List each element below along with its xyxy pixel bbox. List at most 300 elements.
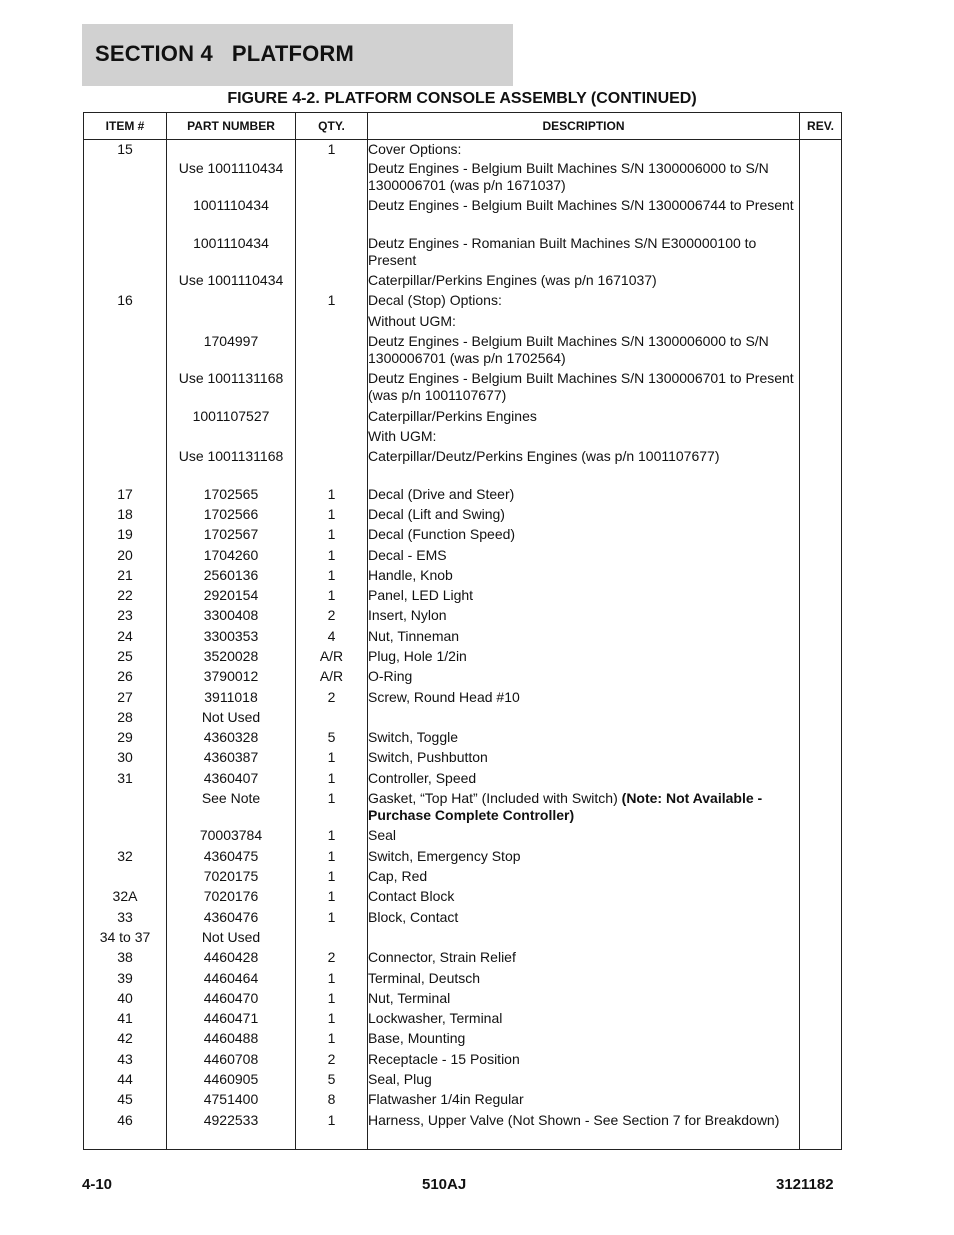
table-row bbox=[84, 408, 842, 428]
qty-cell: 1 bbox=[296, 587, 368, 607]
part-number-cell: 2560136 bbox=[167, 567, 296, 587]
item-cell: 32 bbox=[84, 848, 167, 868]
description-text: Decal (Stop) Options: bbox=[368, 292, 502, 309]
item-cell bbox=[84, 333, 167, 370]
rev-cell bbox=[800, 689, 842, 709]
rev-cell bbox=[800, 648, 842, 668]
description-text: Deutz Engines - Belgium Built Machines S/N 1300006744 to Present bbox=[368, 197, 794, 214]
qty-cell: 1 bbox=[296, 140, 368, 160]
table-row bbox=[84, 428, 842, 448]
table-row bbox=[84, 547, 842, 567]
item-cell bbox=[84, 868, 167, 888]
description-text: Deutz Engines - Belgium Built Machines S/N 1300006000 to S/N 1300006701 (was p/n 1702564) bbox=[368, 332, 769, 366]
description-text: Nut, Terminal bbox=[368, 989, 451, 1006]
part-number-cell: 1704260 bbox=[167, 547, 296, 567]
item-cell: 21 bbox=[84, 567, 167, 587]
part-number-cell: 1702565 bbox=[167, 486, 296, 506]
part-number-cell: 70003784 bbox=[167, 827, 296, 847]
item-cell: 18 bbox=[84, 506, 167, 526]
part-number-cell: Use 1001131168 bbox=[167, 370, 296, 407]
description-text: Connector, Strain Relief bbox=[368, 949, 516, 966]
description-cell bbox=[368, 709, 800, 729]
item-cell bbox=[84, 272, 167, 292]
item-cell: 43 bbox=[84, 1051, 167, 1071]
description-cell bbox=[368, 689, 800, 709]
rev-cell bbox=[800, 486, 842, 506]
qty-cell bbox=[296, 709, 368, 729]
section-title: SECTION 4 PLATFORM bbox=[95, 41, 355, 66]
description-text: Caterpillar/Perkins Engines bbox=[368, 407, 537, 424]
item-cell: 40 bbox=[84, 990, 167, 1010]
description-cell bbox=[368, 729, 800, 749]
description-text: Switch, Toggle bbox=[368, 729, 459, 746]
qty-cell: 2 bbox=[296, 689, 368, 709]
part-number-cell: See Note bbox=[167, 790, 296, 827]
table-row bbox=[84, 749, 842, 769]
rev-cell bbox=[800, 1030, 842, 1050]
table-row bbox=[84, 827, 842, 847]
column-header-part-number: PART NUMBER bbox=[167, 113, 296, 140]
rev-cell bbox=[800, 448, 842, 485]
table-row bbox=[84, 929, 842, 949]
table-row bbox=[84, 272, 842, 292]
table-row bbox=[84, 628, 842, 648]
part-number-cell: 3911018 bbox=[167, 689, 296, 709]
description-cell bbox=[368, 929, 800, 949]
item-cell bbox=[84, 313, 167, 333]
qty-cell: 2 bbox=[296, 1051, 368, 1071]
description-cell bbox=[368, 1071, 800, 1091]
item-cell: 29 bbox=[84, 729, 167, 749]
item-cell bbox=[84, 160, 167, 197]
table-row bbox=[84, 648, 842, 668]
qty-cell: 1 bbox=[296, 486, 368, 506]
qty-cell: 1 bbox=[296, 1030, 368, 1050]
qty-cell bbox=[296, 408, 368, 428]
item-cell: 38 bbox=[84, 949, 167, 969]
item-cell: 17 bbox=[84, 486, 167, 506]
part-number-cell: 4751400 bbox=[167, 1091, 296, 1111]
qty-cell: 1 bbox=[296, 770, 368, 790]
description-text: Caterpillar/Perkins Engines (was p/n 1671037) bbox=[368, 271, 657, 288]
qty-cell bbox=[296, 428, 368, 448]
qty-cell: 2 bbox=[296, 607, 368, 627]
table-row bbox=[84, 197, 842, 234]
item-cell: 19 bbox=[84, 526, 167, 546]
rev-cell bbox=[800, 929, 842, 949]
description-text: Switch, Pushbutton bbox=[368, 749, 488, 766]
column-header-qty: QTY. bbox=[296, 113, 368, 140]
description-text: Receptacle - 15 Position bbox=[368, 1050, 520, 1067]
item-cell: 46 bbox=[84, 1112, 167, 1150]
description-cell bbox=[368, 313, 800, 333]
table-row bbox=[84, 990, 842, 1010]
item-cell: 26 bbox=[84, 668, 167, 688]
description-cell bbox=[368, 888, 800, 908]
qty-cell bbox=[296, 333, 368, 370]
qty-cell: 1 bbox=[296, 990, 368, 1010]
table-row bbox=[84, 868, 842, 888]
table-row bbox=[84, 1030, 842, 1050]
part-number-cell: 3790012 bbox=[167, 668, 296, 688]
description-text: Plug, Hole 1/2in bbox=[368, 648, 467, 664]
qty-cell: 1 bbox=[296, 292, 368, 312]
qty-cell bbox=[296, 272, 368, 292]
part-number-cell: 3300353 bbox=[167, 628, 296, 648]
table-row bbox=[84, 506, 842, 526]
description-text: Base, Mounting bbox=[368, 1030, 466, 1047]
rev-cell bbox=[800, 506, 842, 526]
description-note: (Note: Not Available - Purchase Complete Controller) bbox=[368, 790, 763, 824]
table-row bbox=[84, 607, 842, 627]
description-text: Seal bbox=[368, 827, 397, 844]
description-cell bbox=[368, 587, 800, 607]
rev-cell bbox=[800, 526, 842, 546]
description-text: Panel, LED Light bbox=[368, 587, 474, 604]
description-text: Contact Block bbox=[368, 888, 455, 905]
item-cell: 20 bbox=[84, 547, 167, 567]
description-cell bbox=[368, 770, 800, 790]
qty-cell: 5 bbox=[296, 729, 368, 749]
description-cell bbox=[368, 848, 800, 868]
qty-cell: 1 bbox=[296, 970, 368, 990]
description-cell bbox=[368, 567, 800, 587]
item-cell bbox=[84, 827, 167, 847]
qty-cell bbox=[296, 235, 368, 272]
description-cell bbox=[368, 428, 800, 448]
description-cell bbox=[368, 448, 800, 485]
table-row bbox=[84, 370, 842, 407]
qty-cell bbox=[296, 370, 368, 407]
part-number-cell: 4460470 bbox=[167, 990, 296, 1010]
item-cell: 34 to 37 bbox=[84, 929, 167, 949]
item-cell bbox=[84, 428, 167, 448]
rev-cell bbox=[800, 668, 842, 688]
part-number-cell: 1702567 bbox=[167, 526, 296, 546]
qty-cell: 1 bbox=[296, 1010, 368, 1030]
part-number-cell: Use 1001110434 bbox=[167, 160, 296, 197]
description-text: Without UGM: bbox=[368, 312, 456, 329]
rev-cell bbox=[800, 235, 842, 272]
rev-cell bbox=[800, 408, 842, 428]
part-number-cell: 4460464 bbox=[167, 970, 296, 990]
rev-cell bbox=[800, 160, 842, 197]
qty-cell: 1 bbox=[296, 909, 368, 929]
qty-cell bbox=[296, 929, 368, 949]
rev-cell bbox=[800, 909, 842, 929]
item-cell bbox=[84, 408, 167, 428]
column-header-description: DESCRIPTION bbox=[368, 113, 800, 140]
part-number-cell: 4460708 bbox=[167, 1051, 296, 1071]
qty-cell: 1 bbox=[296, 526, 368, 546]
description-cell bbox=[368, 949, 800, 969]
description-text: Decal (Function Speed) bbox=[368, 526, 516, 543]
description-cell bbox=[368, 292, 800, 312]
item-cell: 24 bbox=[84, 628, 167, 648]
qty-cell bbox=[296, 160, 368, 197]
item-cell: 28 bbox=[84, 709, 167, 729]
description-cell bbox=[368, 1112, 800, 1150]
qty-cell: 1 bbox=[296, 547, 368, 567]
description-text: Switch, Emergency Stop bbox=[368, 847, 521, 864]
description-cell bbox=[368, 749, 800, 769]
item-cell: 16 bbox=[84, 292, 167, 312]
item-cell: 44 bbox=[84, 1071, 167, 1091]
rev-cell bbox=[800, 868, 842, 888]
rev-cell bbox=[800, 790, 842, 827]
rev-cell bbox=[800, 1091, 842, 1111]
part-number-cell: Not Used bbox=[167, 929, 296, 949]
rev-cell bbox=[800, 888, 842, 908]
table-row bbox=[84, 160, 842, 197]
rev-cell bbox=[800, 567, 842, 587]
description-cell bbox=[368, 408, 800, 428]
table-row bbox=[84, 888, 842, 908]
qty-cell bbox=[296, 313, 368, 333]
part-number-cell: 1001107527 bbox=[167, 408, 296, 428]
description-text: Screw, Round Head #10 bbox=[368, 688, 520, 705]
description-cell bbox=[368, 970, 800, 990]
part-number-cell: 4360476 bbox=[167, 909, 296, 929]
item-cell: 32A bbox=[84, 888, 167, 908]
table-row bbox=[84, 587, 842, 607]
table-row bbox=[84, 668, 842, 688]
table-row bbox=[84, 1071, 842, 1091]
qty-cell: A/R bbox=[296, 668, 368, 688]
part-number-cell bbox=[167, 292, 296, 312]
description-cell bbox=[368, 790, 800, 827]
qty-cell: 1 bbox=[296, 749, 368, 769]
item-cell: 31 bbox=[84, 770, 167, 790]
rev-cell bbox=[800, 1071, 842, 1091]
rev-cell bbox=[800, 1112, 842, 1150]
part-number-cell: 4922533 bbox=[167, 1112, 296, 1150]
description-text: Caterpillar/Deutz/Perkins Engines (was p/n 1001107677) bbox=[368, 448, 720, 465]
description-cell bbox=[368, 628, 800, 648]
table-row bbox=[84, 970, 842, 990]
table-row bbox=[84, 909, 842, 929]
item-cell: 39 bbox=[84, 970, 167, 990]
part-number-cell bbox=[167, 428, 296, 448]
description-text: Cover Options: bbox=[368, 141, 462, 157]
qty-cell: 1 bbox=[296, 868, 368, 888]
description-text: Decal (Lift and Swing) bbox=[368, 505, 505, 522]
table-row bbox=[84, 486, 842, 506]
part-number-cell: 3300408 bbox=[167, 607, 296, 627]
description-text: Deutz Engines - Belgium Built Machines S/N 1300006000 to S/N 1300006701 (was p/n 1671037) bbox=[368, 159, 769, 193]
rev-cell bbox=[800, 1010, 842, 1030]
part-number-cell: 4360328 bbox=[167, 729, 296, 749]
part-number-cell: 1001110434 bbox=[167, 235, 296, 272]
item-cell bbox=[84, 448, 167, 485]
item-cell bbox=[84, 370, 167, 407]
qty-cell: 1 bbox=[296, 888, 368, 908]
table-row bbox=[84, 1112, 842, 1150]
qty-cell bbox=[296, 197, 368, 234]
description-cell bbox=[368, 526, 800, 546]
part-number-cell: 4360387 bbox=[167, 749, 296, 769]
table-row bbox=[84, 729, 842, 749]
part-number-cell bbox=[167, 140, 296, 160]
part-number-cell bbox=[167, 313, 296, 333]
part-number-cell: 7020175 bbox=[167, 868, 296, 888]
part-number-cell: 4360407 bbox=[167, 770, 296, 790]
rev-cell bbox=[800, 749, 842, 769]
section-header-band bbox=[82, 24, 513, 86]
description-cell bbox=[368, 827, 800, 847]
qty-cell bbox=[296, 448, 368, 485]
description-text: Insert, Nylon bbox=[368, 607, 447, 624]
description-text: Terminal, Deutsch bbox=[368, 969, 481, 986]
item-cell: 25 bbox=[84, 648, 167, 668]
description-text: Decal (Drive and Steer) bbox=[368, 485, 515, 502]
qty-cell: 1 bbox=[296, 1112, 368, 1150]
description-text: O-Ring bbox=[368, 668, 413, 685]
description-cell bbox=[368, 197, 800, 234]
item-cell: 30 bbox=[84, 749, 167, 769]
rev-cell bbox=[800, 140, 842, 160]
qty-cell: 2 bbox=[296, 949, 368, 969]
rev-cell bbox=[800, 770, 842, 790]
description-text: Deutz Engines - Belgium Built Machines S/N 1300006701 to Present (was p/n 1001107677) bbox=[368, 370, 794, 404]
figure-title-text: FIGURE 4-2. PLATFORM CONSOLE ASSEMBLY (CONTINUED) bbox=[227, 90, 697, 107]
description-text: Nut, Tinneman bbox=[368, 627, 460, 644]
table-row bbox=[84, 848, 842, 868]
qty-cell: 4 bbox=[296, 628, 368, 648]
rev-cell bbox=[800, 313, 842, 333]
description-text: Harness, Upper Valve (Not Shown - See Section 7 for Breakdown) bbox=[368, 1111, 780, 1128]
description-cell bbox=[368, 370, 800, 407]
footer-model: 510AJ bbox=[422, 1176, 467, 1193]
parts-table bbox=[83, 112, 842, 1150]
description-cell bbox=[368, 668, 800, 688]
item-cell bbox=[84, 790, 167, 827]
part-number-cell: 4460428 bbox=[167, 949, 296, 969]
rev-cell bbox=[800, 333, 842, 370]
table-row bbox=[84, 313, 842, 333]
description-text: Block, Contact bbox=[368, 908, 459, 925]
part-number-cell: 1704997 bbox=[167, 333, 296, 370]
rev-cell bbox=[800, 1051, 842, 1071]
rev-cell bbox=[800, 970, 842, 990]
item-cell bbox=[84, 235, 167, 272]
description-text: Gasket, “Top Hat” (Included with Switch) bbox=[368, 790, 622, 807]
table-row bbox=[84, 333, 842, 370]
qty-cell: 1 bbox=[296, 827, 368, 847]
part-number-cell: 2920154 bbox=[167, 587, 296, 607]
qty-cell: A/R bbox=[296, 648, 368, 668]
rev-cell bbox=[800, 709, 842, 729]
part-number-cell: Use 1001110434 bbox=[167, 272, 296, 292]
description-cell bbox=[368, 1091, 800, 1111]
rev-cell bbox=[800, 272, 842, 292]
description-cell bbox=[368, 160, 800, 197]
item-cell: 33 bbox=[84, 909, 167, 929]
description-cell bbox=[368, 1010, 800, 1030]
rev-cell bbox=[800, 547, 842, 567]
qty-cell: 1 bbox=[296, 790, 368, 827]
figure-title bbox=[0, 90, 924, 108]
rev-cell bbox=[800, 370, 842, 407]
table-row bbox=[84, 140, 842, 160]
item-cell: 22 bbox=[84, 587, 167, 607]
description-cell bbox=[368, 607, 800, 627]
description-text: Seal, Plug bbox=[368, 1071, 432, 1088]
item-cell bbox=[84, 197, 167, 234]
part-number-cell: 4460471 bbox=[167, 1010, 296, 1030]
table-row bbox=[84, 567, 842, 587]
rev-cell bbox=[800, 292, 842, 312]
table-row bbox=[84, 949, 842, 969]
description-cell bbox=[368, 1051, 800, 1071]
description-text: Decal - EMS bbox=[368, 546, 447, 563]
rev-cell bbox=[800, 197, 842, 234]
description-cell bbox=[368, 868, 800, 888]
table-row bbox=[84, 292, 842, 312]
table-row bbox=[84, 235, 842, 272]
description-cell bbox=[368, 1030, 800, 1050]
description-text: Cap, Red bbox=[368, 868, 428, 885]
item-cell: 42 bbox=[84, 1030, 167, 1050]
part-number-cell: 4460488 bbox=[167, 1030, 296, 1050]
qty-cell: 1 bbox=[296, 848, 368, 868]
description-text: Deutz Engines - Romanian Built Machines S/N E300000100 to Present bbox=[368, 234, 757, 268]
description-cell bbox=[368, 333, 800, 370]
footer-doc-number: 3121182 bbox=[776, 1176, 834, 1193]
part-number-cell: 1001110434 bbox=[167, 197, 296, 234]
footer-page-number: 4-10 bbox=[82, 1176, 113, 1193]
part-number-cell: 1702566 bbox=[167, 506, 296, 526]
part-number-cell: 3520028 bbox=[167, 648, 296, 668]
table-row bbox=[84, 1010, 842, 1030]
part-number-cell: 7020176 bbox=[167, 888, 296, 908]
item-cell: 41 bbox=[84, 1010, 167, 1030]
rev-cell bbox=[800, 827, 842, 847]
qty-cell: 5 bbox=[296, 1071, 368, 1091]
qty-cell: 8 bbox=[296, 1091, 368, 1111]
item-cell: 15 bbox=[84, 140, 167, 160]
description-cell bbox=[368, 648, 800, 668]
description-cell bbox=[368, 486, 800, 506]
description-cell bbox=[368, 506, 800, 526]
description-cell bbox=[368, 140, 800, 160]
table-row bbox=[84, 790, 842, 827]
item-cell: 23 bbox=[84, 607, 167, 627]
part-number-cell: Use 1001131168 bbox=[167, 448, 296, 485]
table-row bbox=[84, 770, 842, 790]
column-header-item: ITEM # bbox=[84, 113, 167, 140]
description-text: Flatwasher 1/4in Regular bbox=[368, 1091, 524, 1108]
rev-cell bbox=[800, 428, 842, 448]
rev-cell bbox=[800, 990, 842, 1010]
rev-cell bbox=[800, 848, 842, 868]
description-text: With UGM: bbox=[368, 427, 437, 444]
part-number-cell: Not Used bbox=[167, 709, 296, 729]
rev-cell bbox=[800, 587, 842, 607]
part-number-cell: 4360475 bbox=[167, 848, 296, 868]
column-header-rev: REV. bbox=[800, 113, 842, 140]
qty-cell: 1 bbox=[296, 506, 368, 526]
item-cell: 45 bbox=[84, 1091, 167, 1111]
description-cell bbox=[368, 909, 800, 929]
description-text: Handle, Knob bbox=[368, 566, 453, 583]
description-text: Lockwasher, Terminal bbox=[368, 1010, 503, 1027]
table-row bbox=[84, 709, 842, 729]
table-header-row bbox=[84, 113, 842, 140]
table-row bbox=[84, 689, 842, 709]
table-row bbox=[84, 448, 842, 485]
rev-cell bbox=[800, 729, 842, 749]
